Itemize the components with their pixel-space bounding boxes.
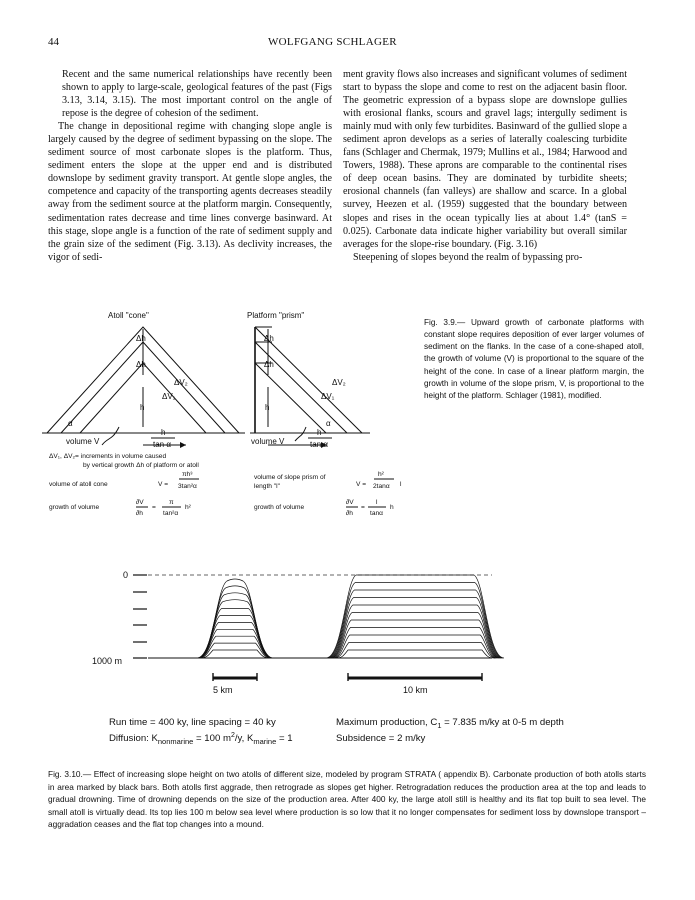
volume-v-label: volume V [251, 437, 285, 446]
formula-text: = [152, 504, 156, 511]
h-label: h [265, 403, 270, 412]
fraction-den: tan α [310, 440, 328, 449]
diffusion-line: Diffusion: $K_{nonmarine} = 100$ $m^2/y$, $K_{marine} = 1$ [109, 732, 293, 747]
formula-text: ∂V [136, 499, 144, 506]
text-column-right [343, 68, 627, 264]
increments-note: ΔV₁, ΔV₂= increments in volume caused [49, 453, 167, 460]
formula-text: h² [378, 471, 384, 478]
formula-text: ∂h [136, 510, 143, 517]
paragraph: Steepening of slopes beyond the realm of bypassing pro- [353, 251, 583, 263]
dv2-label: ΔV₂ [332, 378, 346, 387]
atoll-volume-label: volume of atoll cone [49, 481, 108, 488]
model-params-right [336, 716, 564, 745]
text-column-left [48, 68, 332, 264]
paragraph: ment gravity flows also increases and significant volumes of sediment start to bypass the slope and come to rest on the adjacent basin floor. The geometric expression of a bypass slope are downslope gullies with erosional flanks, scours and gravel lags; intergully sediment is mainly mud with only few turbidites. Basinward of the gullied slope a sediment apron develops as a series of laterally coalescing turbidite fans (Schlager and Chermak, 1979; Mullins et al., 1984; Harwood and Towers, 1988). These aprons are comparable to the continental rises of deep ocean basins. They are dominated by turbidite sheets; erosional channels (fan valleys) are shallow and scarce. In a global survey, Heezen et al. (1959) suggested that the boundary between slopes and rises in the ocean typically lies at about 1.4° (tanS = 0.025). Carbonate data indicate higher variability but overall similar averages for the slope-rise boundary. (Fig. 3.16) [343, 69, 627, 250]
small-atoll-growth-line [199, 650, 271, 658]
dv1-label: ΔV₁ [321, 392, 335, 401]
large-atoll-growth-line [333, 635, 497, 658]
small-atoll-growth-line [198, 616, 272, 659]
figure-3-9-diagram [40, 305, 420, 520]
scale-label-5km: 5 km [213, 685, 233, 695]
fraction-num: h [161, 428, 166, 437]
large-atoll-growth-line [326, 575, 504, 658]
paragraph: The change in depositional regime with changing slope angle is largely caused by the degree of sediment bypassing on the slope. The sediment source of most carbonate slopes is the platform. Thus, sediment enters the slope at the upper end and is distributed downslope by sediment gravity transport. At gentle slope angles, the competence and capacity of the transporting agents decreases steadily away from the sediment source at the platform margin. Consequently, sedimentation rates decrease and time lines converge basinward. At this stage, slope angle is a function of the rate of sediment supply and the grain size of the sediment (Fig. 3.13). As declivity increases, the vigor of sedi- [48, 121, 332, 263]
formula-text: l [400, 481, 402, 488]
formula-text: tanα [370, 510, 383, 517]
dv1-label: ΔV₁ [162, 392, 176, 401]
alpha-label: α [68, 419, 73, 428]
cone-title: Atoll "cone" [108, 311, 149, 320]
growth-label: growth of volume [254, 504, 305, 511]
growth-label: growth of volume [49, 504, 100, 511]
formula-text: 2tanα [373, 483, 390, 490]
formula-text: = [361, 504, 365, 511]
page-number: 44 [48, 36, 59, 48]
large-atoll-growth-line [328, 590, 502, 658]
run-time: Run time = 400 ky, line spacing = 40 ky [109, 717, 276, 728]
prism-title: Platform "prism" [247, 311, 305, 320]
alpha-label: α [326, 419, 331, 428]
large-atoll-growth-line [335, 650, 495, 658]
formula-text: h² [185, 504, 191, 511]
delta-h-label: Δh [264, 334, 274, 343]
formula-text: V = [356, 481, 367, 488]
prism-volume-label: volume of slope prism of [254, 474, 326, 481]
delta-h-label: Δh [136, 334, 146, 343]
h-label: h [140, 403, 145, 412]
volume-v-label: volume V [66, 437, 100, 446]
running-title: WOLFGANG SCHLAGER [268, 36, 397, 48]
delta-h-label: Δh [136, 360, 146, 369]
formula-text: V = [158, 481, 169, 488]
formula-text: ∂h [346, 510, 353, 517]
atoll-profiles [197, 575, 504, 658]
formula-text: π [169, 499, 174, 506]
depth-label-bottom: 1000 m [92, 656, 123, 666]
formula-text: h [390, 504, 394, 511]
prism-volume-label: length "l" [254, 483, 280, 490]
fraction-num: h [317, 428, 322, 437]
formula-text: ∂V [346, 499, 354, 506]
depth-label-top: 0 [123, 570, 129, 580]
fraction-den: tan α [153, 440, 171, 449]
formula-text: tan²α [163, 510, 179, 517]
subsidence: Subsidence = 2 m/ky [336, 732, 426, 744]
dv2-label: ΔV₂ [174, 378, 188, 387]
delta-h-label: Δh [264, 360, 274, 369]
increments-note: by vertical growth Δh of platform or atoll [83, 462, 199, 469]
formula-text: πh³ [182, 471, 193, 478]
figure-3-10-diagram [80, 565, 520, 700]
figure-3-9-caption: Fig. 3.9.— Upward growth of carbonate platforms with constant slope requires deposition of ever larger volumes of sediment on the flanks. In the case of a cone-shaped atoll, the growth of volume (V) is proportional to the square of the height of the cone. In case of a linear platform margin, the growth in volume of the slope prism, V, is proportional to the height of the platform. Schlager (1981), modified. [424, 318, 644, 400]
scale-label-10km: 10 km [403, 685, 428, 695]
paragraph: Recent and the same numerical relationships have recently been shown to apply to large-scale, geological features of the past (Figs 3.13, 3.14, 3.15). The most important control on the angle of repose is the degree of cohesion of the sediment. [62, 69, 332, 120]
figure-3-10-caption: Fig. 3.10.— Effect of increasing slope height on two atolls of different size, modeled by program STRATA ( appendix B). Carbonate production of both atolls starts in area marked by black bars. Both atolls first aggrade, then retrograde as slopes get higher. Retrogradation reduces the production area at the top and leads to gradual drowning. Time of drowning depends on the size of the production area. After 400 ky, the large atoll still is healthy and its flat top built to sea level. The small atoll is virtually dead. Its top lies 100 m below sea level where production is so low that it no longer compensates for sediment loss by downslope transport – aggradation ceases and the flat top changes into a mound. [48, 769, 646, 830]
max-production: Maximum production, $C_1 = 7.835$ m/ky at 0-5 m depth [336, 717, 564, 730]
formula-text: l [376, 499, 378, 506]
model-params-left [109, 716, 293, 748]
large-atoll-growth-line [331, 620, 498, 658]
formula-text: 3tan²α [178, 483, 197, 490]
